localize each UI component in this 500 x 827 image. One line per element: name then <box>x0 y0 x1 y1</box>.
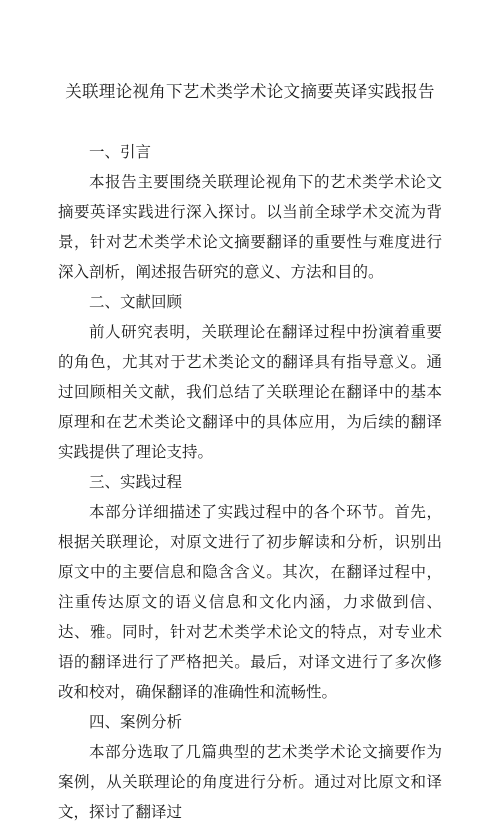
section-practice-process <box>58 467 442 707</box>
section-heading: 四、案例分析 <box>89 713 183 731</box>
document-body <box>58 137 442 827</box>
section-paragraph: 前人研究表明，关联理论在翻译过程中扮演着重要的角色，尤其对于艺术类论文的翻译具有指导意义。通过回顾相关文献，我们总结了关联理论在翻译中的基本原理和在艺术类论文翻译中的具体应用，为后续的翻译实践提供了理论支持。 <box>58 323 442 461</box>
section-heading: 二、文献回顾 <box>89 293 183 311</box>
section-heading: 三、实践过程 <box>89 473 183 491</box>
document-title: 关联理论视角下艺术类学术论文摘要英译实践报告 <box>65 82 435 101</box>
section-paragraph: 本部分详细描述了实践过程中的各个环节。首先，根据关联理论，对原文进行了初步解读和分析，识别出原文中的主要信息和隐含含义。其次，在翻译过程中，注重传达原文的语义信息和文化内涵，力求做到信、达、雅。同时，针对艺术类学术论文的特点，对专业术语的翻译进行了严格把关。最后，对译文进行了多次修改和校对，确保翻译的准确性和流畅性。 <box>58 503 442 701</box>
section-heading: 一、引言 <box>89 143 152 161</box>
section-literature-review <box>58 287 442 467</box>
section-paragraph: 本部分选取了几篇典型的艺术类学术论文摘要作为案例，从关联理论的角度进行分析。通过对比原文和译文，探讨了翻译过 <box>58 743 442 821</box>
section-introduction <box>58 137 442 287</box>
section-paragraph: 本报告主要围绕关联理论视角下的艺术类学术论文摘要英译实践进行深入探讨。以当前全球学术交流为背景，针对艺术类学术论文摘要翻译的重要性与难度进行深入剖析，阐述报告研究的意义、方法和目的。 <box>58 173 442 281</box>
section-case-analysis <box>58 707 442 827</box>
